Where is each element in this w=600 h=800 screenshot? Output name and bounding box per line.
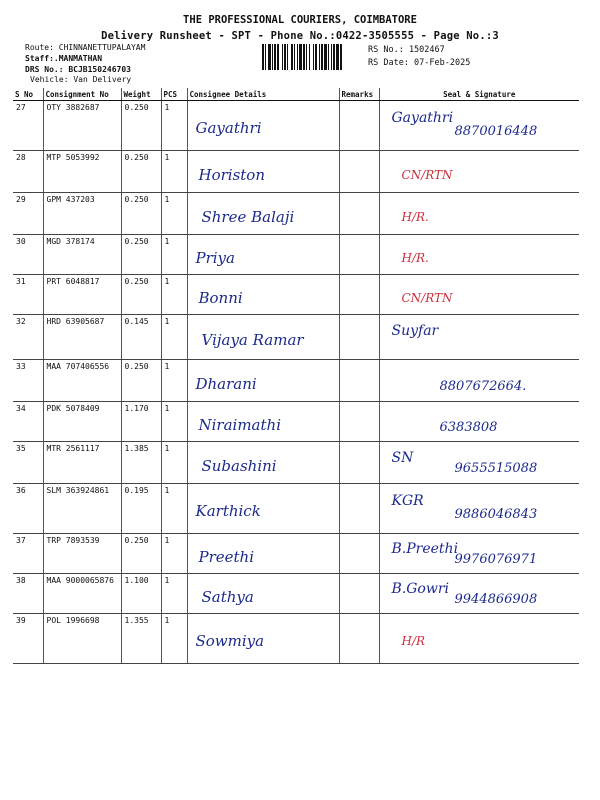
table-header-row (13, 88, 579, 101)
barcode (262, 44, 360, 70)
remarks-cell (339, 193, 379, 235)
signature-scribble: Gayathri (391, 110, 454, 126)
col-signature: Seal & Signature (379, 88, 579, 101)
staff-label: Staff:.MANMATHAN (25, 54, 103, 63)
consignment-cell: MAA 707406556 (43, 360, 121, 402)
remarks-cell (339, 402, 379, 442)
pcs-cell: 1 (161, 275, 187, 315)
phone-handwriting: 9655515088 (454, 460, 538, 476)
consignee-cell (187, 484, 339, 534)
col-consignment: Consignment No (43, 88, 121, 101)
consignee-cell (187, 614, 339, 664)
consignment-cell: PRT 6048817 (43, 275, 121, 315)
phone-handwriting: 8870016448 (454, 123, 538, 139)
remark-handwriting: CN/RTN (401, 291, 453, 305)
table-row (13, 442, 579, 484)
consignee-cell (187, 151, 339, 193)
phone-handwriting: 8807672664. (439, 378, 527, 394)
pcs-cell: 1 (161, 193, 187, 235)
weight-cell: 0.250 (121, 275, 161, 315)
consignee-handwriting: Priya (195, 249, 235, 267)
weight-cell: 0.250 (121, 360, 161, 402)
consignment-cell: MAA 9000065876 (43, 574, 121, 614)
weight-cell: 0.250 (121, 235, 161, 275)
consignment-cell: OTY 3882687 (43, 101, 121, 151)
consignee-handwriting: Bonni (198, 289, 243, 307)
signature-cell (379, 193, 579, 235)
sno-cell: 28 (13, 151, 43, 193)
remarks-cell (339, 484, 379, 534)
consignee-handwriting: Horiston (198, 165, 265, 184)
consignee-handwriting: Dharani (195, 374, 257, 393)
remarks-cell (339, 235, 379, 275)
weight-cell: 0.195 (121, 484, 161, 534)
signature-cell (379, 151, 579, 193)
consignee-cell (187, 574, 339, 614)
consignee-handwriting: Shree Balaji (201, 207, 295, 226)
consignee-handwriting: Preethi (198, 548, 255, 566)
table-row (13, 275, 579, 315)
consignment-cell: MGD 378174 (43, 235, 121, 275)
weight-cell: 1.355 (121, 614, 161, 664)
table-row (13, 193, 579, 235)
weight-cell: 0.250 (121, 534, 161, 574)
consignment-cell: PDK 5078409 (43, 402, 121, 442)
sno-cell: 30 (13, 235, 43, 275)
remarks-cell (339, 101, 379, 151)
remark-handwriting: H/R (401, 634, 426, 648)
col-weight: Weight (121, 88, 161, 101)
sno-cell: 35 (13, 442, 43, 484)
consignee-handwriting: Sowmiya (195, 631, 265, 650)
signature-scribble: B.Preethi (391, 541, 459, 558)
signature-cell (379, 101, 579, 151)
weight-cell: 1.170 (121, 402, 161, 442)
table-row (13, 101, 579, 151)
phone-handwriting: 9976076971 (454, 552, 538, 567)
consignee-cell (187, 193, 339, 235)
signature-cell (379, 484, 579, 534)
remark-handwriting: H/R. (401, 209, 429, 224)
rs-no-label: RS No.: 1502467 (368, 45, 445, 55)
route-label: Route: CHINNANETTUPALAYAM (25, 43, 146, 52)
consignment-cell: GPM 437203 (43, 193, 121, 235)
remarks-cell (339, 151, 379, 193)
pcs-cell: 1 (161, 315, 187, 360)
signature-cell (379, 360, 579, 402)
phone-handwriting: 9944866908 (454, 592, 538, 607)
sno-cell: 33 (13, 360, 43, 402)
signature-cell (379, 574, 579, 614)
remarks-cell (339, 534, 379, 574)
remarks-cell (339, 360, 379, 402)
col-consignee: Consignee Details (187, 88, 339, 101)
pcs-cell: 1 (161, 442, 187, 484)
consignment-cell: POL 1996698 (43, 614, 121, 664)
signature-scribble: B.Gowri (391, 581, 450, 598)
consignee-handwriting: Gayathri (195, 118, 262, 137)
table-row (13, 484, 579, 534)
signature-cell (379, 442, 579, 484)
pcs-cell: 1 (161, 484, 187, 534)
consignee-handwriting: Sathya (201, 588, 254, 606)
consignment-cell: MTP 5053992 (43, 151, 121, 193)
weight-cell: 0.250 (121, 101, 161, 151)
consignee-cell (187, 235, 339, 275)
page-subtitle: Delivery Runsheet - SPT - Phone No.:0422-3505555 - Page No.:3 (101, 30, 499, 42)
consignment-cell: SLM 363924861 (43, 484, 121, 534)
remarks-cell (339, 614, 379, 664)
pcs-cell: 1 (161, 574, 187, 614)
sno-cell: 31 (13, 275, 43, 315)
consignee-handwriting: Karthick (195, 501, 261, 520)
table-row (13, 534, 579, 574)
remark-handwriting: H/R. (401, 251, 429, 265)
weight-cell: 0.250 (121, 151, 161, 193)
signature-cell (379, 402, 579, 442)
consignee-cell (187, 315, 339, 360)
signature-scribble: Suyfar (391, 323, 439, 340)
consignee-handwriting: Subashini (201, 456, 277, 475)
consignee-cell (187, 442, 339, 484)
weight-cell: 0.145 (121, 315, 161, 360)
consignee-cell (187, 360, 339, 402)
remarks-cell (339, 275, 379, 315)
phone-handwriting: 9886046843 (454, 506, 538, 522)
consignee-cell (187, 402, 339, 442)
table-row (13, 614, 579, 664)
table-row (13, 574, 579, 614)
remarks-cell (339, 315, 379, 360)
signature-scribble: SN (391, 449, 414, 466)
sno-cell: 32 (13, 315, 43, 360)
sno-cell: 34 (13, 402, 43, 442)
sno-cell: 29 (13, 193, 43, 235)
pcs-cell: 1 (161, 402, 187, 442)
signature-scribble: KGR (391, 493, 424, 509)
drs-label: DRS No.: BCJB150246703 (25, 65, 131, 74)
table-row (13, 402, 579, 442)
sno-cell: 36 (13, 484, 43, 534)
pcs-cell: 1 (161, 614, 187, 664)
consignee-cell (187, 101, 339, 151)
col-remarks: Remarks (339, 88, 379, 101)
sno-cell: 37 (13, 534, 43, 574)
table-row (13, 151, 579, 193)
signature-cell (379, 534, 579, 574)
table-row (13, 360, 579, 402)
signature-cell (379, 315, 579, 360)
signature-cell (379, 235, 579, 275)
consignee-cell (187, 275, 339, 315)
col-sno: S No (13, 88, 43, 101)
sno-cell: 27 (13, 101, 43, 151)
pcs-cell: 1 (161, 235, 187, 275)
remarks-cell (339, 574, 379, 614)
table-row (13, 315, 579, 360)
vehicle-label: Vehicle: Van Delivery (30, 75, 132, 84)
runsheet-table (13, 88, 579, 664)
rs-date-label: RS Date: 07-Feb-2025 (368, 58, 471, 68)
page-title: THE PROFESSIONAL COURIERS, COIMBATORE (183, 14, 417, 26)
pcs-cell: 1 (161, 101, 187, 151)
col-pcs: PCS (161, 88, 187, 101)
remarks-cell (339, 442, 379, 484)
consignee-handwriting: Vijaya Ramar (201, 330, 304, 349)
phone-handwriting: 6383808 (439, 420, 498, 435)
signature-cell (379, 275, 579, 315)
table-row (13, 235, 579, 275)
remark-handwriting: CN/RTN (401, 167, 453, 182)
consignment-cell: HRD 63905687 (43, 315, 121, 360)
consignment-cell: MTR 2561117 (43, 442, 121, 484)
weight-cell: 1.385 (121, 442, 161, 484)
weight-cell: 1.100 (121, 574, 161, 614)
consignment-cell: TRP 7893539 (43, 534, 121, 574)
weight-cell: 0.250 (121, 193, 161, 235)
consignee-handwriting: Niraimathi (198, 416, 281, 434)
sno-cell: 39 (13, 614, 43, 664)
signature-cell (379, 614, 579, 664)
pcs-cell: 1 (161, 534, 187, 574)
consignee-cell (187, 534, 339, 574)
pcs-cell: 1 (161, 360, 187, 402)
sno-cell: 38 (13, 574, 43, 614)
pcs-cell: 1 (161, 151, 187, 193)
